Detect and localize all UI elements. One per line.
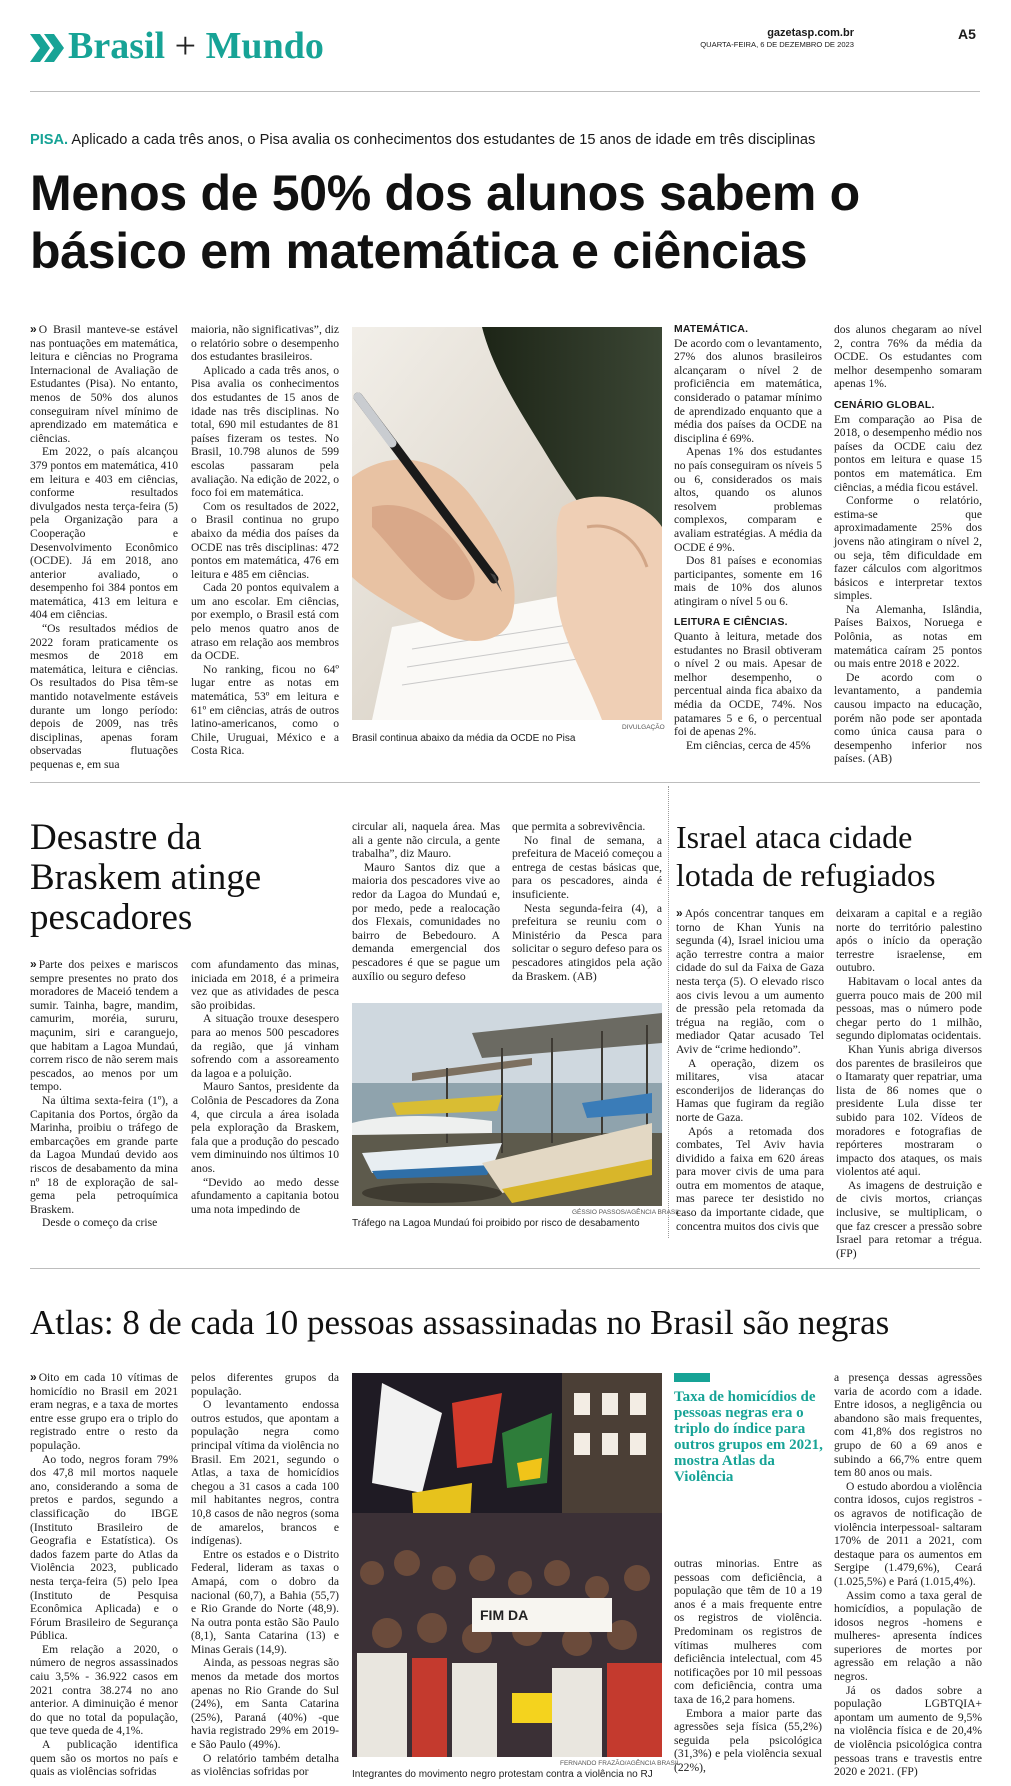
pull-quote-accent (674, 1373, 710, 1382)
paragraph: A operação, dizem os militares, visa atacar esconderijos de lideranças do Hamas que fugiram da região norte de Gaza. (676, 1056, 824, 1124)
story1-kicker (30, 132, 815, 148)
writing-hand-photo (352, 327, 662, 720)
story4-headline[interactable]: Atlas: 8 de cada 10 pessoas assassinadas no Brasil são negras (30, 1303, 890, 1342)
paragraph: pelos diferentes grupos da população. (191, 1371, 339, 1398)
lead-chevron-icon: » (676, 906, 683, 920)
paragraph: Conforme o relatório, estima-se que aproximadamente 25% dos jovens não atingiram o nível 2, ou seja, têm dificuldade em fazer cálculos com algoritmos básicos e interpretar textos simples. (834, 494, 982, 603)
story4-col4 (834, 1371, 982, 1779)
paragraph: O levantamento endossa outros estudos, que apontam a população negra como principal vítima da violência no Brasil. Em 2021, segundo o Atlas, a taxa de homicídios chegou a 31 casos a cada 100 mil habitantes negros, contra 10,8 casos de não negros (soma de amarelos, brancos e indígenas). (191, 1398, 339, 1548)
story2-photo[interactable] (352, 1003, 662, 1206)
story2-col1 (30, 958, 178, 1230)
edition-date: QUARTA-FEIRA, 6 DE DEZEMBRO DE 2023 (700, 40, 854, 49)
paragraph: outras minorias. Entre as pessoas com deficiência, a população que têm de 10 a 19 anos é a mais frequente entre os registros de violência. Predominam os registros de vítimas mulheres com deficiência intelectual, com 45 notificações por 10 mil pessoas com deficiência, contra uma taxa de 16,2 para homens. (674, 1557, 822, 1706)
paragraph: Mauro Santos, presidente da Colônia de Pescadores da Zona 4, que circula a área isolada pela exploração da Braskem, fala que a produção do pescado vem diminuindo nos últimos 10 anos. (191, 1080, 339, 1175)
paragraph: dos alunos chegaram ao nível 2, contra 76% da média da OCDE. Os estudantes com melhor desempenho somaram apenas 1%. (834, 323, 982, 391)
story3-col1 (676, 907, 824, 1233)
paragraph: a presença dessas agressões varia de acordo com a idade. Entre idosos, a negligência ou abandono são mais frequentes, com 41,8% dos registros no grupo de 60 a 69 anos e subindo a 66,7% entre quem tem 80 anos ou mais. (834, 1371, 982, 1480)
story1-photo-caption: Brasil continua abaixo da média da OCDE no Pisa (352, 733, 576, 744)
paragraph: Cada 20 pontos equivalem a um ano escolar. Em ciências, por exemplo, o Brasil está com pelo menos quatro anos de atraso em relação aos membros da OCDE. (191, 581, 339, 663)
pull-quote: Taxa de homicídios de pessoas negras era o triplo do índice para outros grupos em 2021, mostra Atlas da Violência (674, 1389, 823, 1485)
paragraph: O estudo abordou a violência contra idosos, cujos registros -os agravos de notificação de violência interpessoal- saltaram 170% de 2011 a 2021, com destaque para os aumentos em Sergipe (1.479,6%), Ceará (1.025,5%) e Pará (1.015,4%). (834, 1479, 982, 1588)
paragraph: Após a retomada dos combates, Tel Aviv havia dividido a faixa em 620 áreas para mover civis de uma para outra em momentos de ataque, mas parece ter desistido no caso da importante cidade, que concentra muitos dos civis que (676, 1124, 824, 1233)
headline-line-1: Menos de 50% dos alunos sabem o (30, 165, 860, 221)
headline-line: lotada de refugiados (676, 857, 936, 893)
protest-crowd-photo (352, 1373, 662, 1757)
section-divider-2 (30, 1268, 980, 1269)
paragraph: Desde o começo da crise (42, 1216, 158, 1230)
subhead: MATEMÁTICA. (674, 324, 749, 335)
headline-line: pescadores (30, 897, 193, 938)
subhead: CENÁRIO GLOBAL. (834, 399, 935, 411)
paragraph: que permita a sobrevivência. (512, 820, 646, 833)
site-url[interactable]: gazetasp.com.br (767, 27, 854, 39)
story1-photo[interactable] (352, 327, 662, 720)
paragraph: » O Brasil manteve-se estável nas pontuações em matemática, leitura e ciências no Programa Internacional de Avaliação de Estudantes (Pisa). No entanto, menos de 50% dos alunos conseguiram nível mínimo de aprendizado em matemática e ciências. (30, 322, 178, 445)
story1-col4 (834, 323, 982, 766)
paragraph: Quanto à leitura, metade dos estudantes no Brasil obtiveram o nível 2 ou mais. Apesar de melhor desempenho, o percentual ainda fica abaixo da média da OCDE, 74%. Nos patamares 5 e 6, o percentual foi de apenas 2%. (674, 630, 822, 739)
kicker-text: Aplicado a cada três anos, o Pisa avalia os conhecimentos dos estudantes de 15 anos de idade em três disciplinas (71, 132, 816, 148)
paragraph: Nesta segunda-feira (4), a prefeitura se reuniu com o Ministério da Pesca para solicitar o seguro defeso para os pescadores atingidos pela ação da Braskem. (AB) (512, 901, 662, 983)
story1-photo-credit: DIVULGAÇÃO (622, 724, 665, 731)
story2-col3 (352, 820, 500, 983)
story1-headline[interactable] (30, 164, 860, 280)
paragraph: Na última sexta-feira (1º), a Capitania dos Portos, órgão da Marinha, proibiu o tráfego de embarcações em grande parte da Lagoa Mundaú devido aos riscos de desabamento da mina nº 18 de exploração de sal-gema pela petroquímica Braskem. (30, 1093, 178, 1216)
paragraph: “Os resultados médios de 2022 foram praticamente os mesmos de 2018 em matemática, leitura e ciências. Os resultados do Pisa têm-se mantido notavelmente estáveis durante um longo período: depois de 2009, nas três disciplinas, apenas foram observadas flutuações pequenas e, em sua (30, 622, 178, 771)
paragraph: De acordo com o levantamento, 27% dos alunos brasileiros alcançaram o nível 2 de proficiência em matemática, considerado o patamar mínimo de aprendizado enquanto que a média dos países da OCDE na disciplina é 69%. (674, 336, 822, 445)
paragraph: Entre os estados e o Distrito Federal, lideram as taxas o Amapá, com o dobro da nacional (60,7), a Bahia (55,7) e Rio Grande do Norte (48,9). Na outra ponta estão São Paulo (8,1), Santa Catarina (13) e Minas Gerais (14,9). (191, 1547, 339, 1656)
paragraph: O relatório também detalha as violências sofridas por (191, 1751, 339, 1779)
story2-col4 (512, 820, 662, 983)
paragraph: Assim como a taxa geral de homicídios, a população de idosos negros -homens e mulheres- apresenta índices superiores de mortes por agressão em relação a não negros. (834, 1588, 982, 1684)
story4-photo-credit: FERNANDO FRAZÃO/AGÊNCIA BRASIL (560, 1760, 681, 1767)
story2-photo-credit: GÉSSIO PASSOS/AGÊNCIA BRASIL (572, 1209, 681, 1216)
paragraph: De acordo com o levantamento, a pandemia causou impacto na educação, porém não pode ser apontada como única causa para o desempenho inferior nos países. (AB) (834, 670, 982, 766)
headline-line-2: básico em matemática e ciências (30, 223, 808, 279)
paragraph: circular ali, naquela área. Mas ali a gente não circula, a gente trabalha”, diz Mauro. (352, 820, 500, 861)
paragraph: Apenas 1% dos estudantes no país conseguiram os níveis 5 ou 6, considerados os mais altos, quando os alunos resolvem problemas complexos, comparam e avaliam estratégias. A média da OCDE é 9%. (674, 445, 822, 554)
lead-chevron-icon: » (30, 957, 37, 971)
headline-line: Israel ataca cidade (676, 819, 913, 855)
column-divider (668, 786, 669, 1238)
paragraph: » Parte dos peixes e mariscos sempre presentes no prato dos moradores de Maceió tendem a sumir. Tainha, bagre, mandim, camurim, moréia, sururu, maçunim, siri e caranguejo, que habitam a Lagoa Mundaú, correm risco de não serem mais pescados, ao menos por um tempo. (30, 957, 178, 1094)
page-number: A5 (958, 26, 976, 42)
lead-chevron-icon: » (30, 1370, 37, 1384)
lead-chevron-icon: » (30, 322, 37, 336)
story2-photo-caption: Tráfego na Lagoa Mundaú foi proibido por risco de desabamento (352, 1218, 640, 1229)
story4-col3 (674, 1557, 822, 1775)
story1-col2 (191, 323, 339, 758)
masthead-divider (30, 91, 980, 92)
story1-col3 (674, 323, 822, 752)
paragraph: Ao todo, negros foram 79% dos 47,8 mil mortos naquele ano, considerando a soma de pretos e pardos, segundo a classificação do IBGE (Instituto Brasileiro de Geografia e Estatística). Os dados fazem parte do Atlas da Violência 2023, publicado nesta terça-feira (5) pelo Ipea (Instituto de Pesquisa Econômica Aplicada) e o Fórum Brasileiro de Segurança Pública. (30, 1452, 178, 1643)
masthead (30, 26, 980, 68)
section-plus: + (174, 25, 197, 67)
paragraph: Dos 81 países e economias participantes, somente em 16 mais de 10% dos alunos atingiram o nível 5 ou 6. (674, 554, 822, 608)
story3-headline[interactable] (676, 818, 935, 894)
paragraph: Ainda, as pessoas negras são menos da metade dos mortos apenas no Rio Grande do Sul (24%), em Santa Catarina (25%), Paraná (40%) -que havia registrado 29% em 2019- e São Paulo (49%). (191, 1656, 339, 1752)
paragraph: » Após concentrar tanques em torno de Khan Yunis na segunda (4), Israel iniciou uma ação terrestre contra a maior cidade do sul da Faixa de Gaza nesta terça (5). O elevado risco aos civis levou a um aumento de pressão pela retomada da trégua na região, com o mediador Qatar acusado Tel Aviv de “crime hediondo”. (676, 906, 824, 1056)
story2-col2 (191, 958, 339, 1216)
story4-col1 (30, 1371, 178, 1779)
paragraph: No ranking, ficou no 64º lugar entre as notas em matemática, 53º em leitura e 61º em ciências, atrás de outros latino-americanos, como o Chile, Uruguai, México e a Costa Rica. (191, 662, 339, 758)
boats-lagoon-photo (352, 1003, 662, 1206)
paragraph: Em relação a 2020, o número de negros assassinados caiu 3,5% - 36.922 casos em 2021 contra 38.274 no ano anterior. A diminuição é menor do que no total da população, que teve queda de 4,1%. (30, 1642, 178, 1738)
paragraph: A publicação identifica quem são os mortos no país e quais as violências sofridas (30, 1738, 178, 1779)
headline-line: Braskem atinge (30, 857, 262, 898)
story4-photo-caption: Integrantes do movimento negro protestam contra a violência no RJ (352, 1769, 653, 1780)
story4-photo[interactable] (352, 1373, 662, 1757)
paragraph: maioria, não significativas”, diz o relatório sobre o desempenho dos estudantes brasileiros. (191, 323, 339, 364)
paragraph: » Oito em cada 10 vítimas de homicídio no Brasil em 2021 eram negras, e a taxa de mortes entre esse grupo era o triplo do registrado entre o resto da população. (30, 1370, 178, 1452)
paragraph: Habitavam o local antes da guerra pouco mais de 200 mil pessoas, mas o número pode chegar perto do 1 milhão, segundo diplomatas ocidentais. (836, 974, 982, 1043)
paragraph: Mauro Santos diz que a maioria dos pescadores vive ao redor da Lagoa do Mundaú e, por medo, pede a realocação dos Flexais, comunidades no bairro de Bebedouro. A demanda emergencial dos pescadores é que se pague um auxílio ou seguro defeso (352, 860, 500, 983)
paragraph: No final de semana, a prefeitura de Maceió começou a entrega de cestas básicas que, para os pescadores, ainda é insuficiente. (512, 833, 662, 901)
paragraph: Em 2022, o país alcançou 379 pontos em matemática, 410 em leitura e 403 em ciências, conforme resultados divulgados nesta terça-feira (5) pela Organização para a Cooperação e Desenvolvimento Econômico (OCDE). Já em 2018, ano anterior avaliado, o desempenho foi 384 pontos em matemática, 413 em leitura e 404 em ciências. (30, 445, 178, 622)
paragraph: “Devido ao medo desse afundamento a capitania botou uma nota impedindo de (191, 1175, 339, 1216)
paragraph: Com os resultados de 2022, o Brasil continua no grupo abaixo da média dos países da OCDE nas três disciplinas: 472 pontos em matemática, 476 em leitura e 485 em ciências. (191, 499, 339, 581)
paragraph: Em comparação ao Pisa de 2018, o desempenho médio nos países da OCDE caiu dez pontos em leitura e quase 15 pontos em matemática. Em ciências, a média ficou estável. (834, 412, 982, 494)
story3-col2 (836, 907, 982, 1260)
paragraph: Na Alemanha, Islândia, Países Baixos, Noruega e Polônia, as notas em matemática caíram 25 pontos ou mais entre 2018 e 2022. (834, 602, 982, 671)
paragraph: com afundamento das minas, iniciada em 2018, é a primeira vez que as atividades de pesca são proibidas. (191, 958, 339, 1012)
paragraph: Khan Yunis abriga diversos dos parentes de brasileiros que o Itamaraty quer repatriar, uma lista de 86 nomes que o presidente Lula disse ter subido para 102. Vídeos de moradores e fotografias de repórteres mostraram o impacto dos ataques, os mais violentos até aqui. (836, 1042, 982, 1179)
paragraph: As imagens de destruição e de civis mortos, crianças inclusive, se multiplicam, o que faz crescer a pressão sobre Israel para retomar a trégua. (FP) (836, 1178, 982, 1260)
paragraph: Embora a maior parte das agressões seja física (55,2%) seguida pela psicológica (31,3%) e pela violência sexual (22%), (674, 1706, 822, 1774)
headline-line: Desastre da (30, 817, 202, 858)
kicker-label: PISA. (30, 132, 69, 148)
section-mundo[interactable]: Mundo (205, 25, 324, 67)
paragraph: Já os dados sobre a população LGBTQIA+ apontam um aumento de 9,5% na violência física e de 20,4% de violência psicológica contra pessoas trans e travestis entre 2020 e 2021. (FP) (834, 1683, 982, 1779)
subhead: LEITURA E CIÊNCIAS. (674, 617, 788, 629)
section-brasil[interactable]: Brasil (68, 25, 166, 67)
protest-banner-text: FIM DA (480, 1607, 529, 1623)
story1-col1 (30, 323, 178, 772)
paragraph: Aplicado a cada três anos, o Pisa avalia os conhecimentos dos estudantes de 15 anos de idade nas três disciplinas. No total, 690 mil estudantes de 81 países fizeram os testes. No Brasil, 10.798 alunos de 599 escolas passaram pela avaliação. Na edição de 2022, o foco foi em matemática. (191, 363, 339, 500)
chevron-logo-icon (30, 34, 66, 62)
paragraph: deixaram a capital e a região norte do território palestino após o início da operação terrestre israelense, em outubro. (836, 907, 982, 975)
story2-headline[interactable] (30, 818, 261, 938)
story4-col2 (191, 1371, 339, 1779)
section-divider-1 (30, 782, 980, 783)
paragraph: Em ciências, cerca de 45% (686, 738, 811, 752)
paragraph: A situação trouxe desespero para ao menos 500 pescadores da região, que já vinham sofrendo com a assoreamento da lagoa e a poluição. (191, 1012, 339, 1080)
